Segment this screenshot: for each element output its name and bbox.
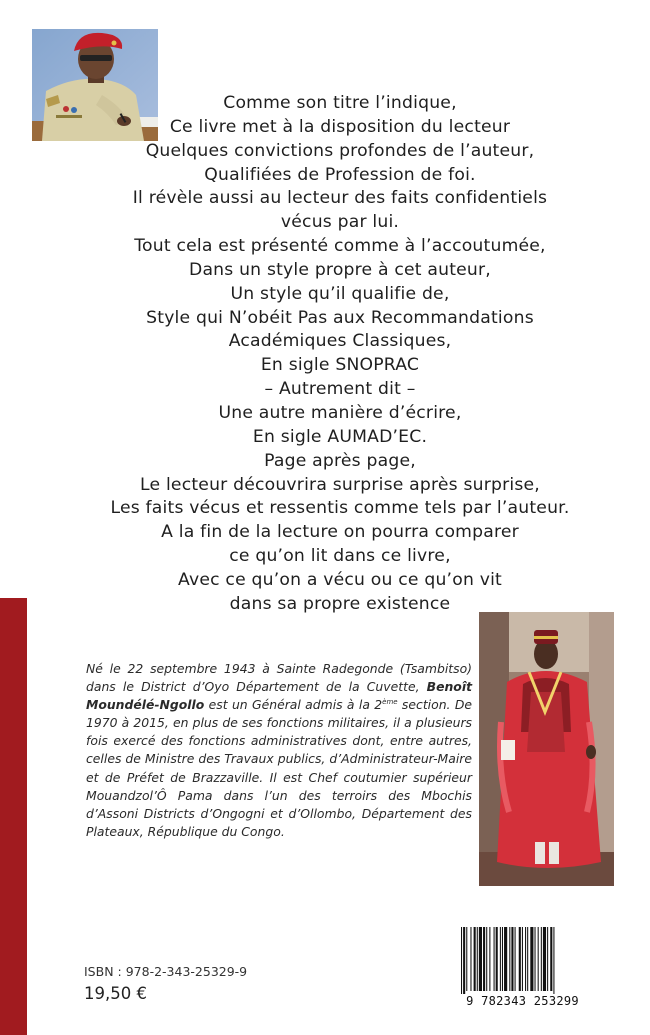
barcode-bar: [466, 927, 467, 991]
poem-text-block: [60, 92, 620, 617]
barcode-bar: [470, 927, 471, 991]
bio-text-part2: est un Général admis à la 2: [204, 697, 383, 713]
bio-text-part1: Né le 22 septembre 1943 à Sainte Radegonde (Tsambitso) dans le District d’Oyo Département de la Cuvette,: [86, 661, 472, 695]
barcode-bar: [474, 927, 476, 991]
barcode-bar: [461, 927, 462, 997]
poem-line: Page après page,: [264, 450, 416, 471]
barcode-bar: [538, 927, 539, 991]
barcode-bar: [519, 927, 521, 991]
poem-line: Un style qu’il qualifie de,: [230, 283, 450, 304]
book-price: 19,50 €: [84, 984, 147, 1003]
poem-line: – Autrement dit –: [264, 379, 416, 400]
barcode-bar: [515, 927, 516, 991]
red-side-band: [0, 598, 27, 1035]
barcode-bar: [477, 927, 478, 991]
barcode-bar: [496, 927, 498, 991]
poem-line: Les faits vécus et ressentis comme tels par l’auteur.: [110, 498, 570, 519]
barcode-bar: [500, 927, 501, 991]
poem-line: Qualifiées de Profession de foi.: [204, 164, 476, 185]
isbn-barcode: [457, 925, 588, 1015]
poem-line: Comme son titre l’indique,: [223, 93, 457, 113]
poem-line: Académiques Classiques,: [228, 331, 452, 352]
barcode-bar: [543, 927, 546, 991]
barcode-bar: [483, 927, 485, 991]
barcode-bar: [522, 927, 523, 991]
poem-line: Le lecteur découvrira surprise après surprise,: [140, 474, 540, 495]
barcode-bar: [504, 927, 507, 991]
barcode-digits: 9 782343 253299: [457, 994, 588, 1008]
barcode-bar: [486, 927, 487, 991]
barcode-bar: [541, 927, 542, 991]
barcode-bar: [527, 927, 528, 991]
poem-line: Ce livre met à la disposition du lecteur: [169, 116, 511, 137]
barcode-bar: [535, 927, 536, 991]
poem-line: ce qu’on lit dans ce livre,: [229, 546, 451, 567]
barcode-bar: [530, 927, 533, 991]
bio-superscript: ème: [382, 698, 398, 707]
author-name: Benoît Moundélé-Ngollo: [86, 679, 472, 713]
poem-line: En sigle AUMAD’EC.: [252, 426, 428, 447]
author-photo-traditional-robe: [479, 612, 614, 886]
barcode-bar: [489, 927, 490, 991]
poem-line: Il révèle aussi au lecteur des faits confidentiels: [132, 188, 548, 209]
barcode-bar: [511, 927, 513, 991]
poem-line: Dans un style propre à cet auteur,: [189, 259, 491, 280]
barcode-bar: [502, 927, 503, 991]
barcode-bar: [525, 927, 526, 991]
poem-line: Quelques convictions profondes de l’auteur,: [145, 140, 535, 161]
poem-line: Style qui N’obéit Pas aux Recommandations: [146, 307, 534, 328]
bio-text-part3: section. De 1970 à 2015, en plus de ses fonctions militaires, il a plusieurs fois exercé des fonctions administratives dont, entre autres, celles de Ministre des Travaux publics, d’Administrateur-Maire et de Préfet de Brazzaville. Il est Chef coutumier supérieur Mouandzol’Ô Pama dans l’un des terroirs des Mbochis d’Assoni Districts d’Ongogni et d’Ollombo, Département des Plateaux, République du Congo.: [86, 697, 472, 839]
poem-line: Une autre manière d’écrire,: [218, 402, 462, 423]
poem-line: En sigle SNOPRAC: [260, 355, 420, 376]
poem-line: Tout cela est présenté comme à l’accoutumée,: [134, 236, 546, 257]
barcode-bar: [509, 927, 510, 991]
barcode-bar: [479, 927, 482, 991]
poem-line: Avec ce qu’on a vécu ou ce qu’on vit: [178, 569, 502, 590]
barcode-bar: [553, 927, 554, 997]
poem-line: dans sa propre existence: [229, 593, 451, 614]
barcode-bar: [547, 927, 548, 991]
author-biography: [86, 660, 472, 841]
poem-line: A la fin de la lecture on pourra comparer: [161, 522, 519, 543]
barcode-bar: [463, 927, 465, 997]
barcode-bar: [494, 927, 495, 991]
poem-line: vécus par lui.: [280, 212, 400, 233]
isbn-number: ISBN : 978-2-343-25329-9: [84, 964, 248, 979]
barcode-bar: [550, 927, 552, 991]
